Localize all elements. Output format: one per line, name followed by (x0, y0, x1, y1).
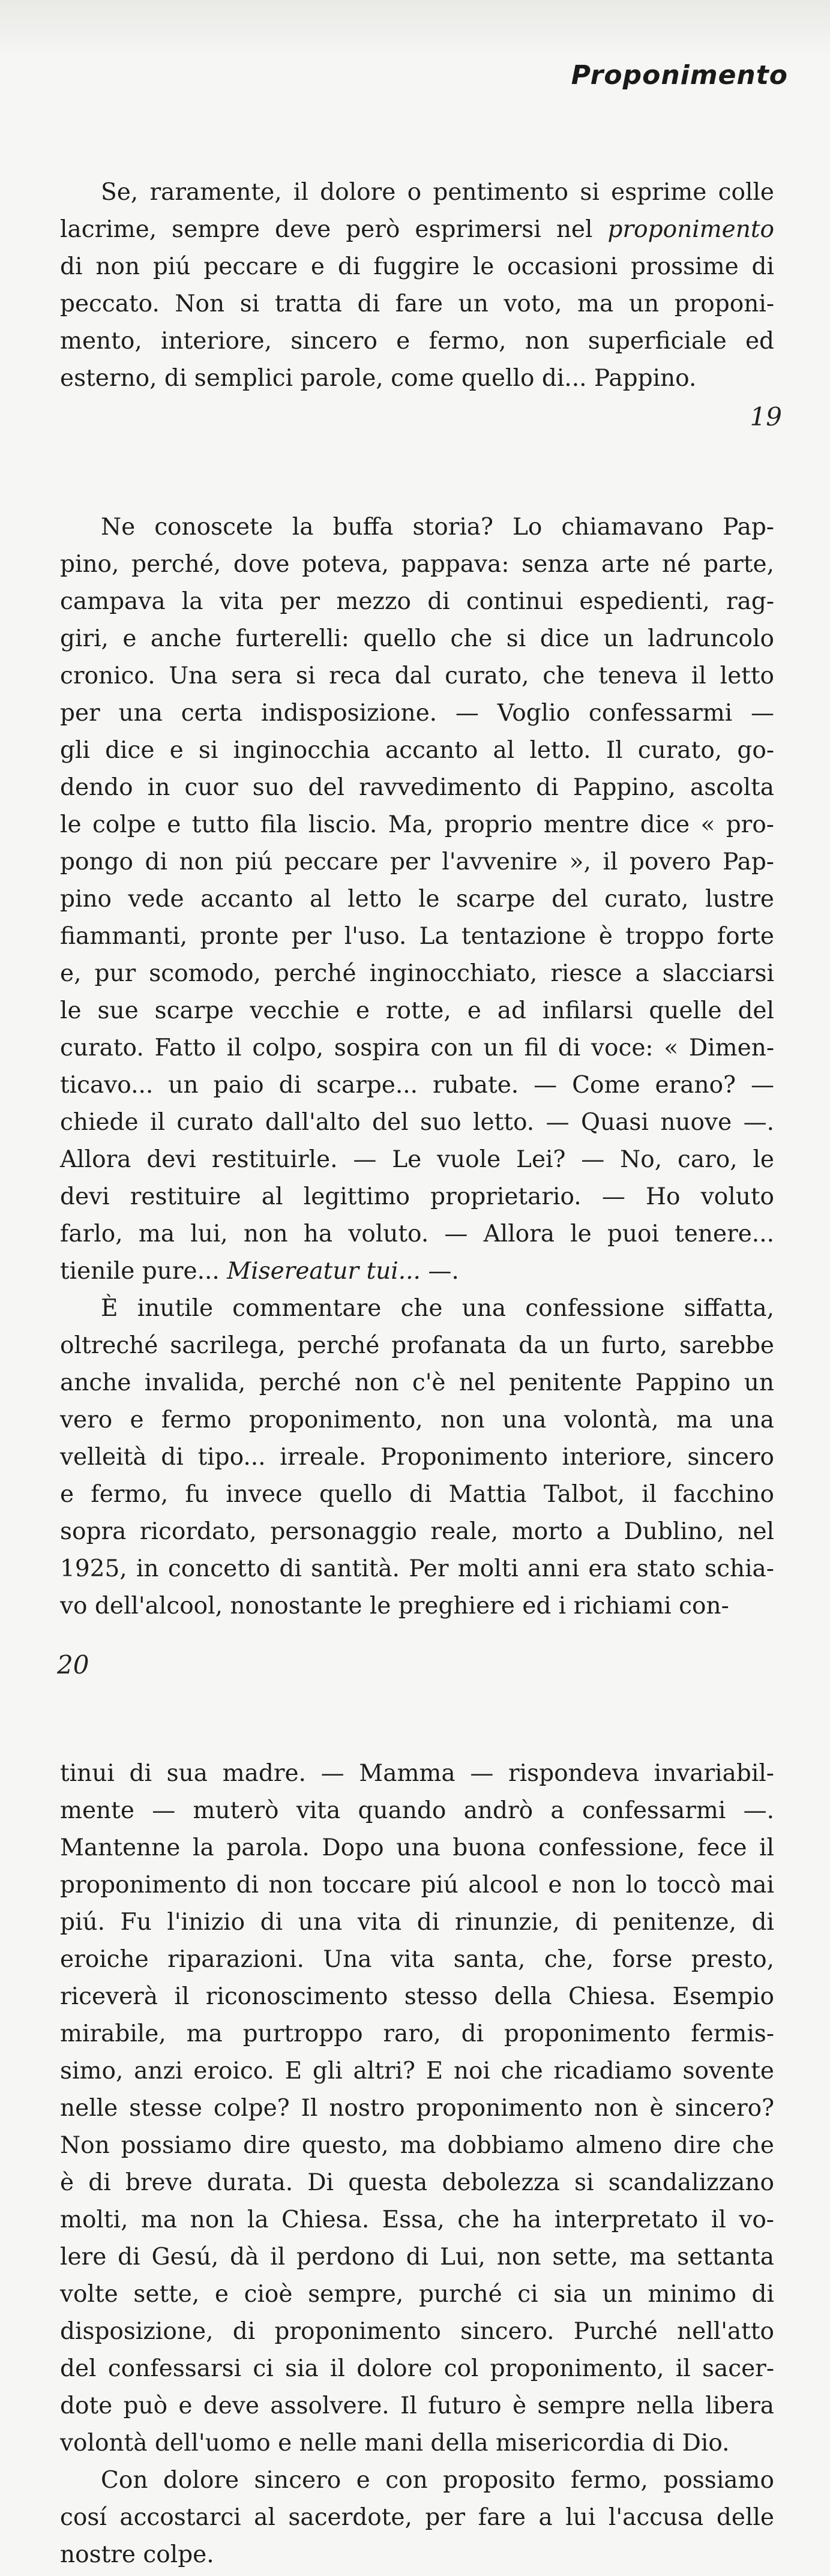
text-line: del confessarsi ci sia il dolore col proponimento, il sacer- (60, 2355, 774, 2382)
text-line: velleità di tipo... irreale. Proponimento interiore, sincero (60, 1444, 774, 1471)
text-line: mente — muterò vita quando andrò a confessarmi —. (60, 1797, 774, 1824)
text-section-1 (60, 174, 774, 397)
text-line: tienile pure... Misereatur tui... —. (60, 1258, 459, 1285)
paragraph (60, 1290, 774, 1625)
text-line: Non possiamo dire questo, ma dobbiamo almeno dire che (60, 2132, 774, 2159)
text-line: e fermo, fu invece quello di Mattia Talbot, il facchino (60, 1481, 774, 1508)
text-line: nostre colpe. (60, 2541, 214, 2568)
text-line: Ne conoscete la buffa storia? Lo chiamavano Pap- (101, 514, 774, 541)
text-line: pino, perché, dove poteva, pappava: senza arte né parte, (60, 551, 774, 578)
paragraph (60, 1755, 774, 2462)
text-line: cronico. Una sera si reca dal curato, che teneva il letto (60, 662, 774, 689)
text-line: volontà dell'uomo e nelle mani della misericordia di Dio. (60, 2430, 730, 2457)
text-line: fiammanti, pronte per l'uso. La tentazione è troppo forte (60, 923, 774, 950)
text-line: è di breve durata. Di questa debolezza si scandalizzano (60, 2169, 774, 2196)
text-line: campava la vita per mezzo di continui espedienti, rag- (60, 588, 774, 615)
text-line: simo, anzi eroico. E gli altri? E noi che ricadiamo sovente (60, 2058, 774, 2085)
text-section-2 (60, 509, 774, 1625)
paragraph (60, 174, 774, 397)
text-line: cosí accostarci al sacerdote, per fare a lui l'accusa delle (60, 2504, 774, 2531)
text-line: piú. Fu l'inizio di una vita di rinunzie, di penitenze, di (60, 1909, 774, 1936)
page-title: Proponimento (571, 60, 788, 91)
page-top-shadow (0, 0, 830, 57)
text-line: volte sette, e cioè sempre, purché ci sia un minimo di (60, 2281, 774, 2308)
text-line: dote può e deve assolvere. Il futuro è sempre nella libera (60, 2392, 774, 2419)
text-line: eroiche riparazioni. Una vita santa, che, forse presto, (60, 1946, 774, 1973)
text-line: le sue scarpe vecchie e rotte, e ad infilarsi quelle del (60, 997, 774, 1024)
text-line: le colpe e tutto fila liscio. Ma, proprio mentre dice « pro- (60, 811, 774, 838)
text-line: pino vede accanto al letto le scarpe del curato, lustre (60, 886, 774, 913)
text-line: ticavo... un paio di scarpe... rubate. — Come erano? — (60, 1072, 774, 1099)
text-line: peccato. Non si tratta di fare un voto, ma un proponi- (60, 290, 774, 317)
text-line: proponimento di non toccare piú alcool e non lo toccò mai (60, 1872, 774, 1899)
text-line: sopra ricordato, personaggio reale, morto a Dublino, nel (60, 1518, 774, 1545)
text-line: farlo, ma lui, non ha voluto. — Allora le puoi tenere... (60, 1220, 774, 1247)
text-line: curato. Fatto il colpo, sospira con un fil di voce: « Dimen- (60, 1034, 774, 1061)
text-line: devi restituire al legittimo proprietario. — Ho voluto (60, 1183, 774, 1210)
text-line: mento, interiore, sincero e fermo, non superficiale ed (60, 328, 774, 355)
text-line: giri, e anche furterelli: quello che si dice un ladruncolo (60, 625, 774, 652)
text-line: 1925, in concetto di santità. Per molti anni era stato schia- (60, 1555, 774, 1582)
text-line: nelle stesse colpe? Il nostro proponimento non è sincero? (60, 2095, 774, 2122)
text-line: vero e fermo proponimento, non una volontà, ma una (60, 1407, 774, 1434)
page-number: 20 (57, 1650, 89, 1680)
text-line: lacrime, sempre deve però esprimersi nel proponimento (60, 216, 774, 243)
text-line: di non piú peccare e di fuggire le occasioni prossime di (60, 253, 774, 280)
paragraph (60, 2462, 774, 2574)
text-line: per una certa indisposizione. — Voglio confessarmi — (60, 700, 774, 727)
text-line: oltreché sacrilega, perché profanata da un furto, sarebbe (60, 1332, 774, 1359)
text-line: Con dolore sincero e con proposito fermo, possiamo (101, 2467, 774, 2494)
text-line: tinui di sua madre. — Mamma — rispondeva invariabil- (60, 1760, 774, 1787)
text-line: gli dice e si inginocchia accanto al letto. Il curato, go- (60, 737, 774, 764)
text-line: Allora devi restituirle. — Le vuole Lei? — No, caro, le (60, 1146, 774, 1173)
text-line: molti, ma non la Chiesa. Essa, che ha interpretato il vo- (60, 2206, 774, 2233)
paragraph (60, 509, 774, 1290)
text-line: Mantenne la parola. Dopo una buona confessione, fece il (60, 1834, 774, 1861)
text-line: vo dell'alcool, nonostante le preghiere ed i richiami con- (60, 1593, 729, 1620)
text-line: e, pur scomodo, perché inginocchiato, riesce a slacciarsi (60, 960, 774, 987)
text-line: pongo di non piú peccare per l'avvenire », il povero Pap- (60, 848, 774, 875)
text-section-3 (60, 1755, 774, 2574)
text-line: lere di Gesú, dà il perdono di Lui, non sette, ma settanta (60, 2244, 774, 2271)
text-line: È inutile commentare che una confessione siffatta, (101, 1295, 774, 1322)
text-line: Se, raramente, il dolore o pentimento si esprime colle (101, 179, 774, 206)
text-line: mirabile, ma purtroppo raro, di proponimento fermis- (60, 2020, 774, 2047)
text-line: disposizione, di proponimento sincero. Purché nell'atto (60, 2318, 774, 2345)
text-line: anche invalida, perché non c'è nel penitente Pappino un (60, 1369, 774, 1396)
text-line: chiede il curato dall'alto del suo letto. — Quasi nuove —. (60, 1109, 774, 1136)
text-line: dendo in cuor suo del ravvedimento di Pappino, ascolta (60, 774, 774, 801)
page-number: 19 (750, 402, 782, 431)
text-line: riceverà il riconoscimento stesso della Chiesa. Esempio (60, 1983, 774, 2010)
text-line: esterno, di semplici parole, come quello di... Pappino. (60, 365, 697, 392)
